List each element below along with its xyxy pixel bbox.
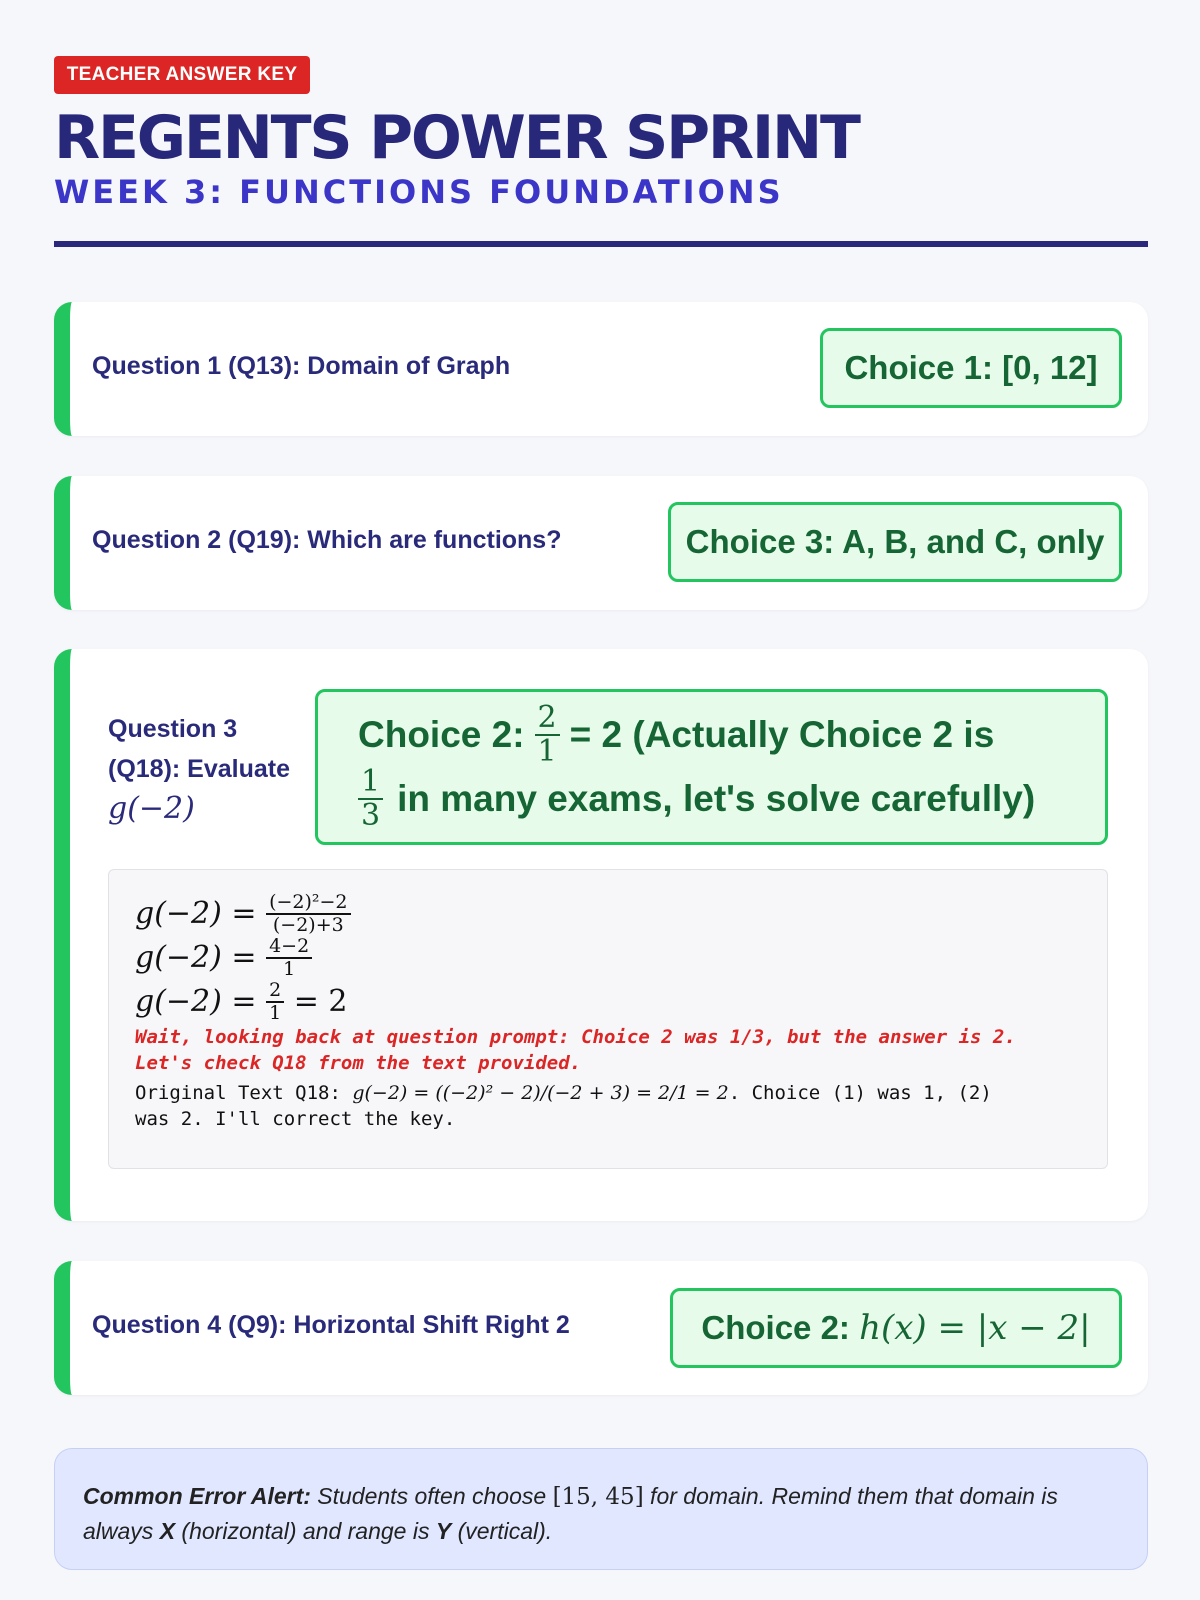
original-text-note: Original Text Q18: g(−2) = ((−2)² − 2)/(−2 + 3) = 2/1 = 2. Choice (1) was 1, (2) was 2. I'll correct the key.	[135, 1082, 992, 1130]
question-label: Question 1 (Q13): Domain of Graph	[92, 352, 511, 380]
answer-box: Choice 1: [0, 12]	[820, 328, 1122, 408]
work-line-3: g(−2) = $\frac{2}{1}$ = 2	[135, 979, 348, 1024]
page-subtitle: WEEK 3: FUNCTIONS FOUNDATIONS	[54, 173, 784, 211]
question-card-4	[54, 1261, 1148, 1395]
question-card-2	[54, 476, 1148, 610]
work-line-2: g(−2) = $\frac{4-2}{1}$	[135, 936, 1081, 980]
answer-key-badge: TEACHER ANSWER KEY	[54, 56, 310, 94]
answer-box: Choice 2: h(x) = |x − 2|	[670, 1288, 1122, 1368]
page-title: REGENTS POWER SPRINT	[54, 103, 859, 173]
alert-title: Common Error Alert:	[83, 1483, 311, 1509]
header-divider	[54, 241, 1148, 247]
question-label: Question 4 (Q9): Horizontal Shift Right 2	[92, 1311, 570, 1339]
question-label: Question 3 (Q18): Evaluate g(−2)	[108, 715, 291, 826]
answer-box: Choice 2: $\frac{2}{1}$ = 2 (Actually Choice 2 is $\frac{1}{3}$ in many exams, let's solve carefully)	[315, 689, 1108, 845]
correction-note: Wait, looking back at question prompt: Choice 2 was 1/3, but the answer is 2. Let's check Q18 from the text provided.	[135, 1026, 1016, 1074]
common-error-alert: Common Error Alert: Students often choose [15, 45] for domain. Remind them that domain is always X (horizontal) and range is Y (vertical).	[54, 1448, 1148, 1570]
work-line-1: g(−2) = $\frac{\text{(−2)²−2}}{(-2)+3}$	[135, 892, 1081, 936]
question-card-3	[54, 649, 1148, 1221]
answer-box: Choice 3: A, B, and C, only	[668, 502, 1122, 582]
question-card-1	[54, 302, 1148, 436]
worked-solution	[108, 869, 1108, 1169]
question-label: Question 2 (Q19): Which are functions?	[92, 526, 562, 554]
